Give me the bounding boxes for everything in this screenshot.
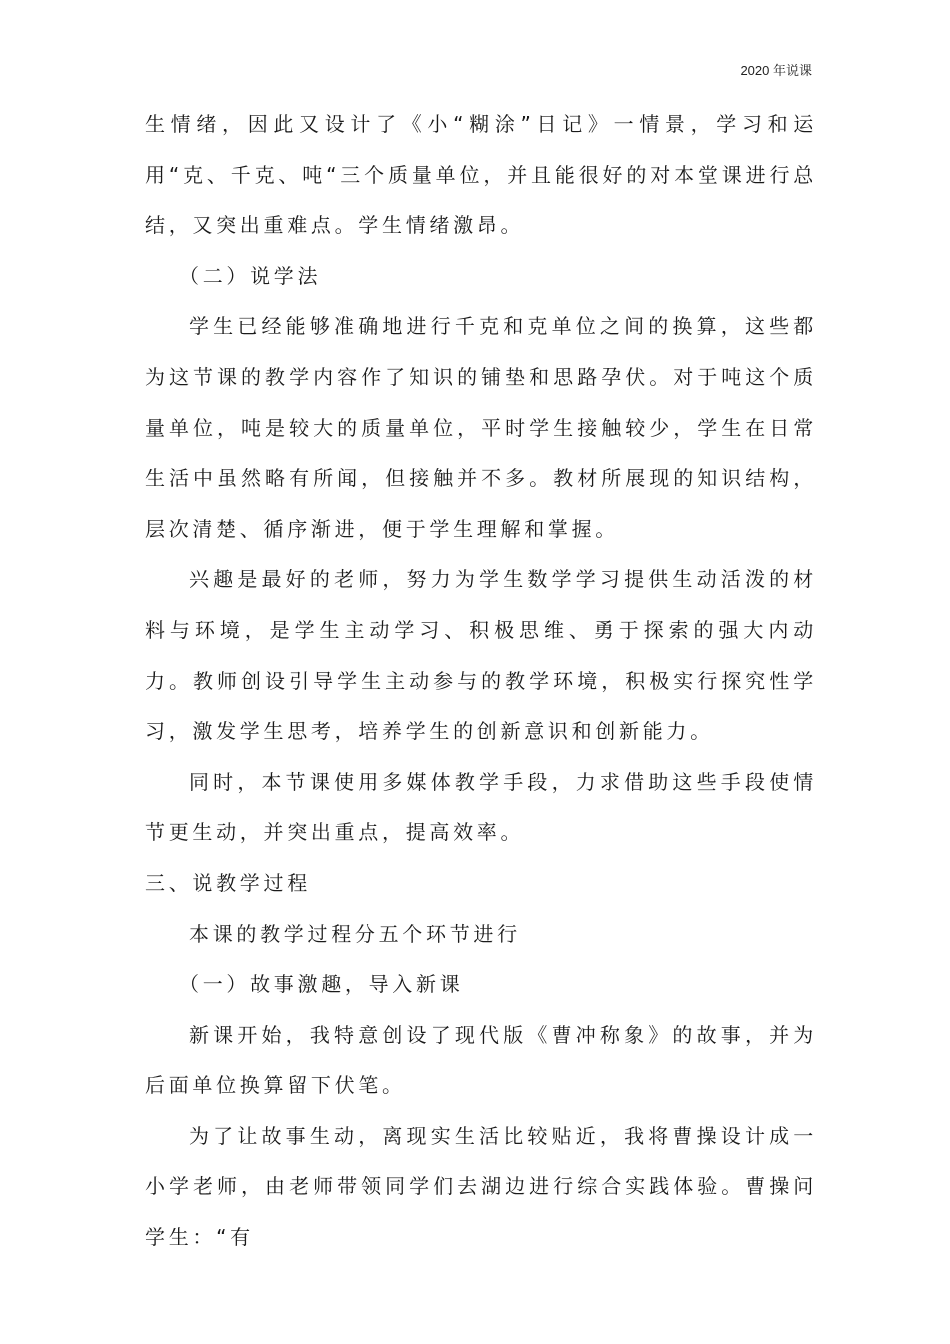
paragraph-story-detail: 为了让故事生动，离现实生活比较贴近，我将曹操设计成一小学老师，由老师带领同学们去湖边进行综合实践体验。曹操问学生：“有: [145, 1123, 817, 1250]
paragraph-interest: 兴趣是最好的老师，努力为学生数学学习提供生动活泼的材料与环境，是学生主动学习、积极思维、勇于探索的强大内动力。教师创设引导学生主动参与的教学环境，积极实行探究性学习，激发学生思考，培养学生的创新意识和创新能力。: [145, 567, 817, 744]
paragraph-five-stages: 本课的教学过程分五个环节进行: [189, 921, 521, 946]
heading-teaching-process: 三、说教学过程: [145, 870, 311, 895]
paragraph-prior-knowledge: 学生已经能够准确地进行千克和克单位之间的换算，这些都为这节课的教学内容作了知识的铺垫和思路孕伏。对于吨这个质量单位，吨是较大的质量单位，平时学生接触较少，学生在日常生活中虽然略有所闻，但接触并不多。教材所展现的知识结构，层次清楚、循序渐进，便于学生理解和掌握。: [145, 314, 817, 541]
paragraph-story-start: 新课开始，我特意创设了现代版《曹冲称象》的故事，并为后面单位换算留下伏笔。: [145, 1022, 817, 1098]
paragraph-multimedia: 同时，本节课使用多媒体教学手段，力求借助这些手段使情节更生动，并突出重点，提高效率。: [145, 769, 817, 845]
page-header: 2020 年说课: [740, 63, 812, 78]
document-body: [145, 99, 817, 1263]
paragraph-continuation: 生情绪，因此又设计了《小“糊涂”日记》一情景，学习和运用“克、千克、吨“三个质量单位，并且能很好的对本堂课进行总结，又突出重难点。学生情绪激昂。: [145, 112, 817, 238]
subheading-study-method: （二）说学法: [179, 263, 322, 288]
subheading-story-intro: （一）故事激趣，导入新课: [179, 972, 464, 997]
